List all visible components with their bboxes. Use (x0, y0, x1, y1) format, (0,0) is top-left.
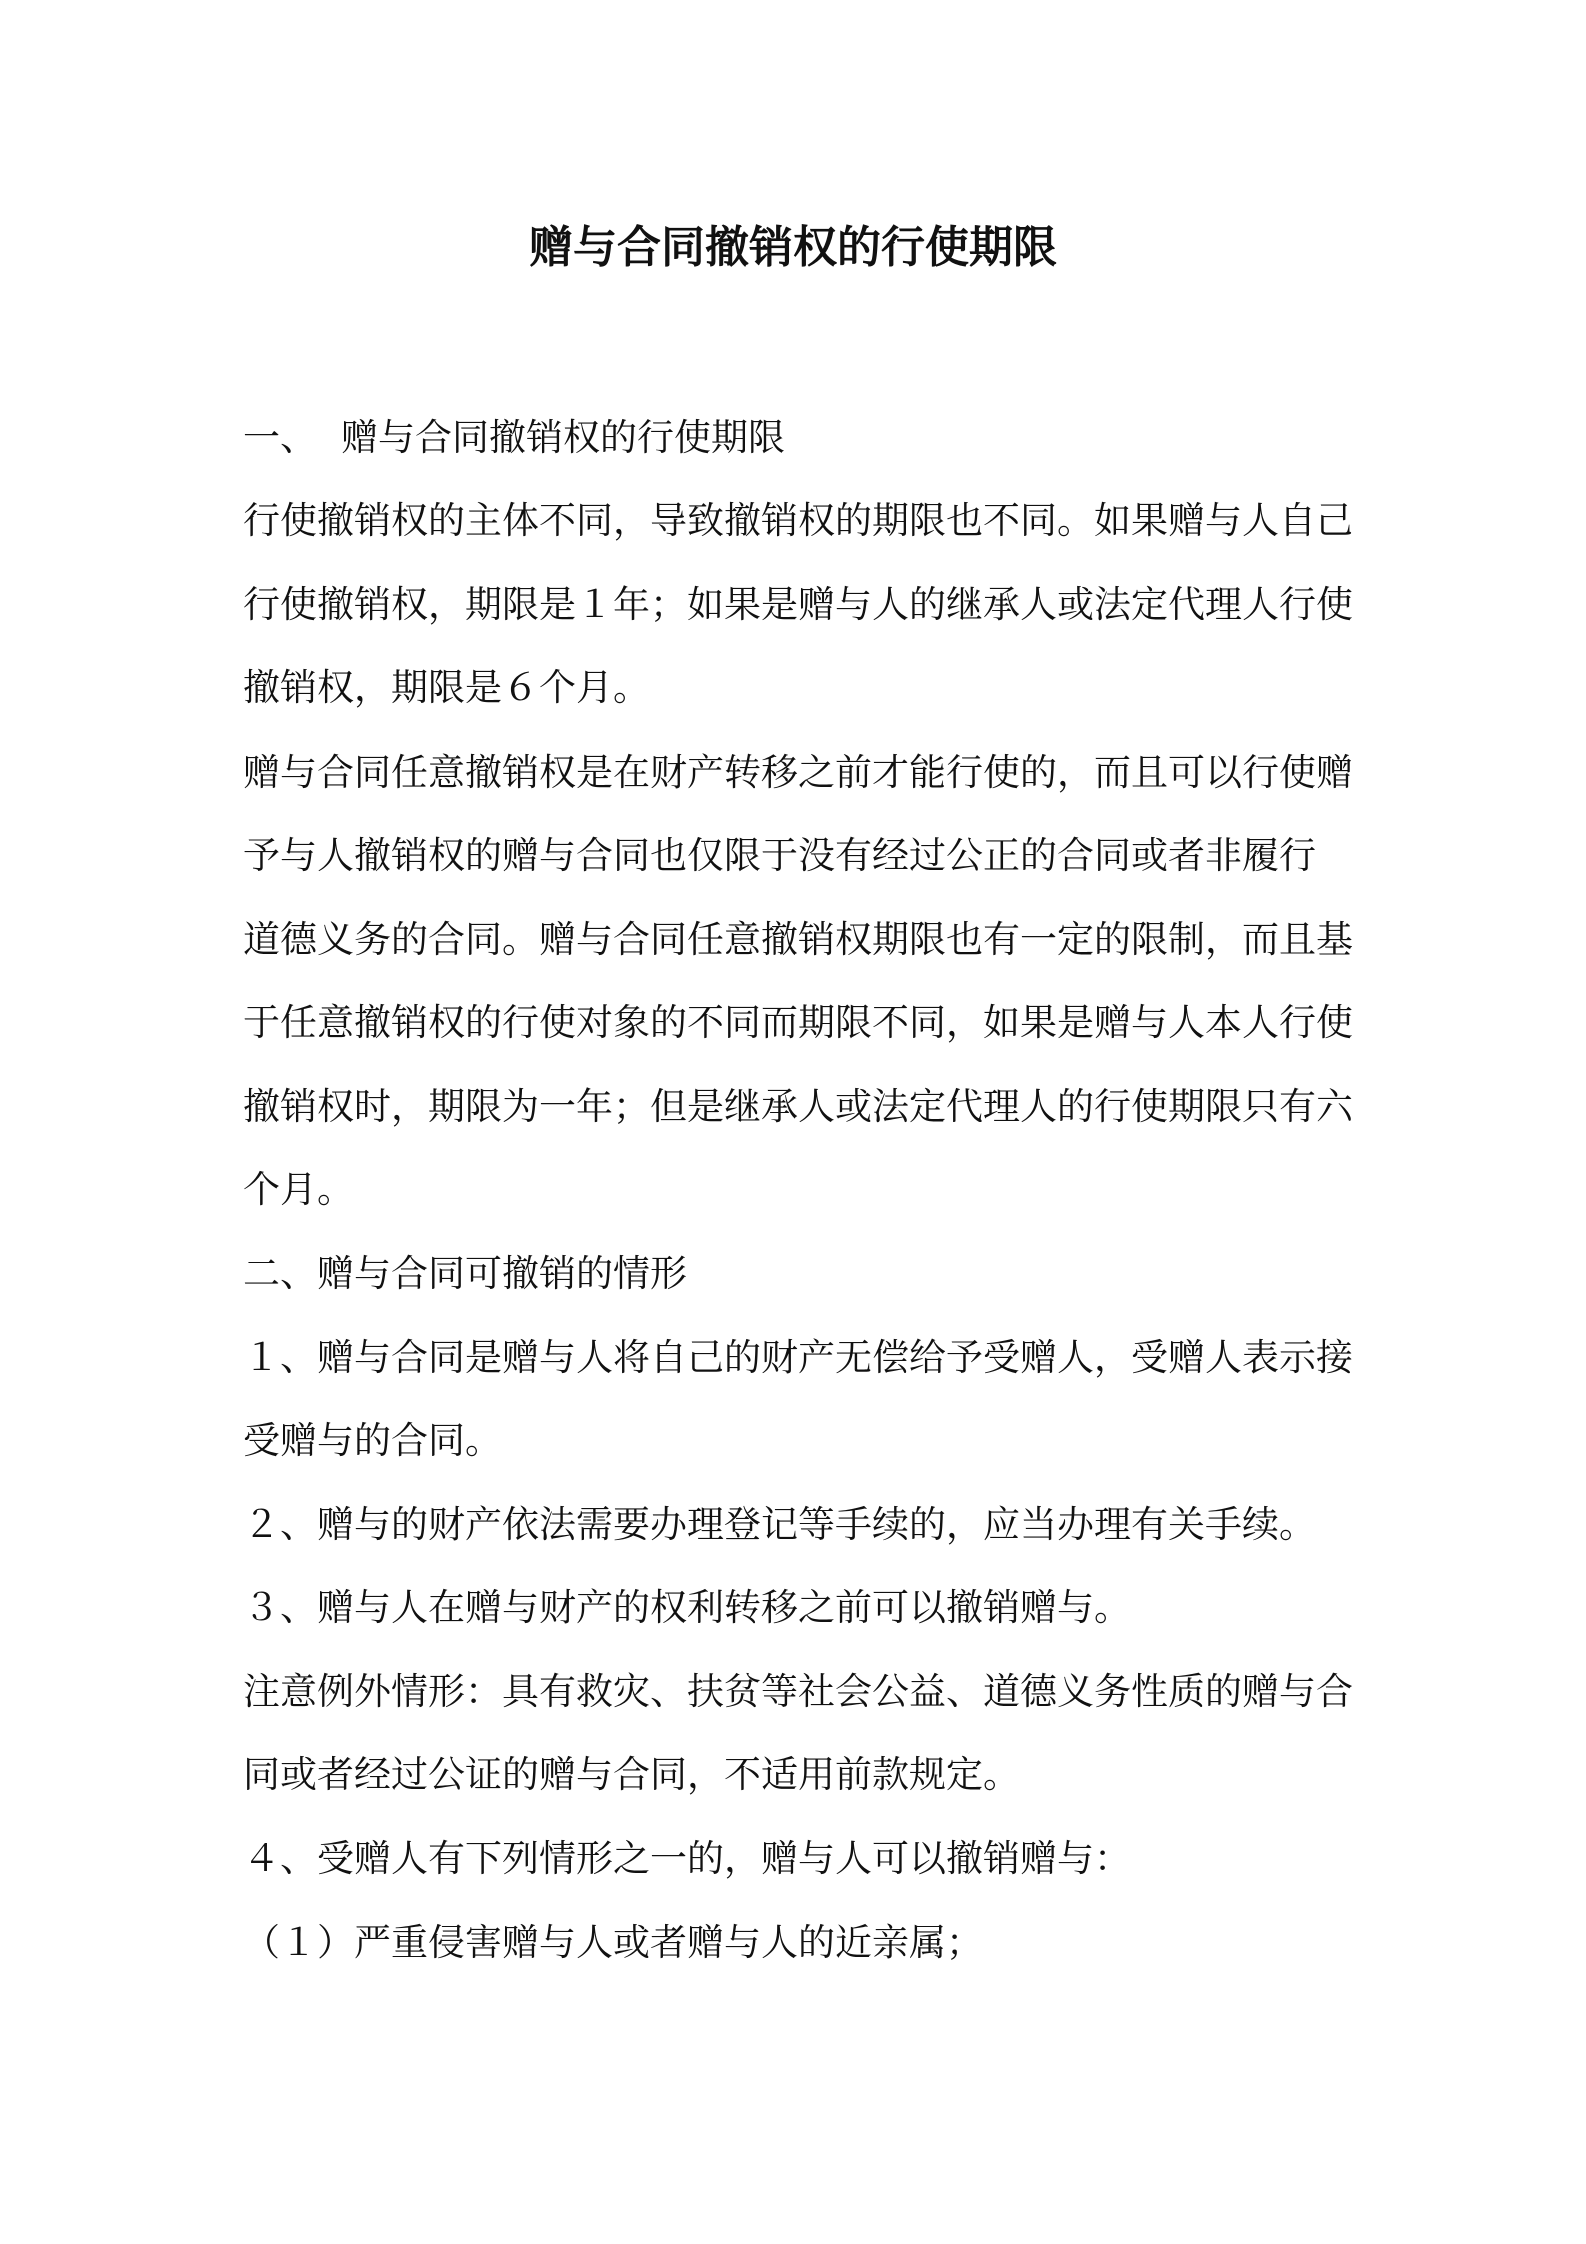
section-number: 一、 (243, 416, 317, 459)
paragraph-line: 道德义务的合同。赠与合同任意撤销权期限也有一定的限制，而且基 (243, 918, 1353, 961)
sub-list-item: （１）严重侵害赠与人或者赠与人的近亲属； (243, 1921, 983, 1964)
list-item: ３、赠与人在赠与财产的权利转移之前可以撤销赠与。 (243, 1586, 1131, 1629)
paragraph-line: 个月。 (243, 1168, 354, 1211)
paragraph-line: 赠与合同任意撤销权是在财产转移之前才能行使的，而且可以行使赠 (243, 751, 1353, 794)
section-heading-1 (243, 412, 785, 464)
paragraph-line: 予与人撤销权的赠与合同也仅限于没有经过公正的合同或者非履行 (243, 834, 1316, 877)
paragraph-line: 行使撤销权的主体不同，导致撤销权的期限也不同。如果赠与人自己 (243, 499, 1353, 542)
document-title: 赠与合同撤销权的行使期限 (529, 222, 1057, 273)
paragraph-line: 受赠与的合同。 (243, 1419, 502, 1462)
paragraph-line: 撤销权，期限是６个月。 (243, 666, 650, 709)
section-heading-2: 二、赠与合同可撤销的情形 (243, 1252, 687, 1295)
paragraph-line: 行使撤销权，期限是１年；如果是赠与人的继承人或法定代理人行使 (243, 583, 1353, 626)
paragraph-line: 同或者经过公证的赠与合同，不适用前款规定。 (243, 1753, 1020, 1796)
list-item: ４、受赠人有下列情形之一的，赠与人可以撤销赠与： (243, 1837, 1131, 1880)
section-heading-text: 赠与合同撤销权的行使期限 (341, 416, 785, 459)
paragraph-line: 于任意撤销权的行使对象的不同而期限不同，如果是赠与人本人行使 (243, 1001, 1353, 1044)
note-line: 注意例外情形：具有救灾、扶贫等社会公益、道德义务性质的赠与合 (243, 1670, 1353, 1713)
paragraph-line: 撤销权时，期限为一年；但是继承人或法定代理人的行使期限只有六 (243, 1085, 1353, 1128)
list-item: １、赠与合同是赠与人将自己的财产无偿给予受赠人，受赠人表示接 (243, 1336, 1353, 1379)
list-item: ２、赠与的财产依法需要办理登记等手续的，应当办理有关手续。 (243, 1503, 1316, 1546)
